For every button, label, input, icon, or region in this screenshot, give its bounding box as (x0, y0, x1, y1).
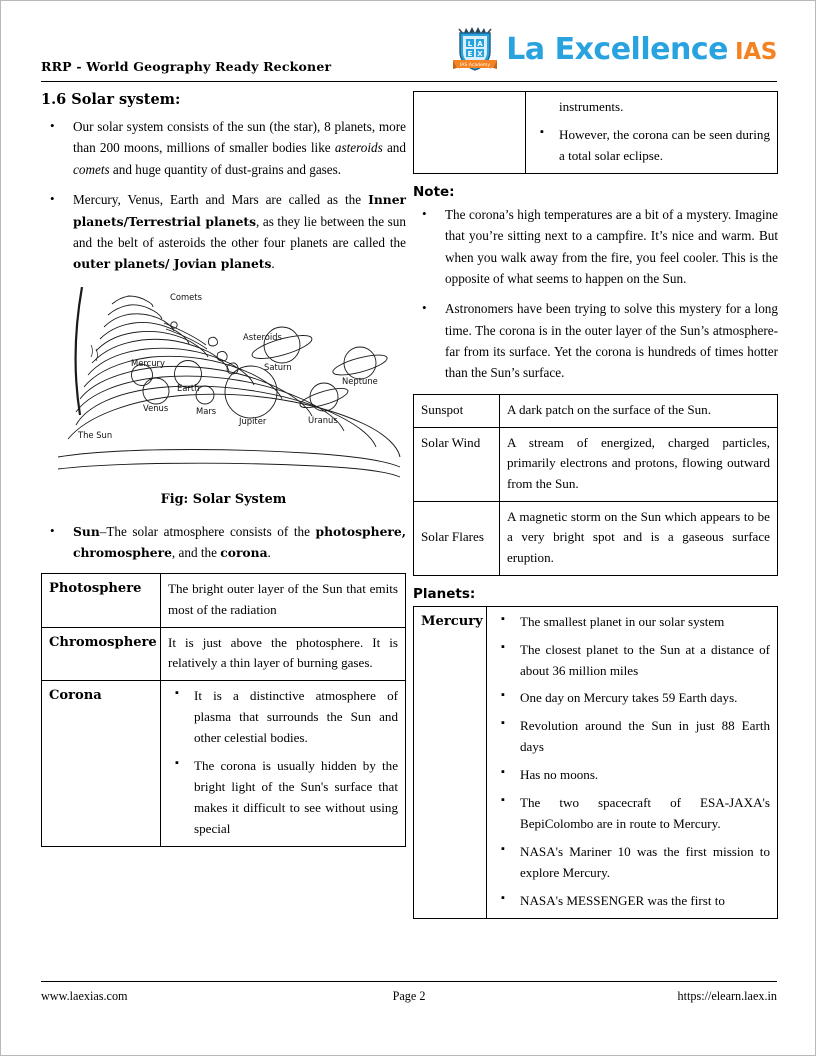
figure-label-sun: The Sun (78, 429, 113, 440)
figure-label-asteroids: Asteroids (243, 331, 282, 342)
svg-text:IAS Academy: IAS Academy (460, 63, 491, 68)
table-row (414, 606, 778, 918)
page-number: Page 2 (392, 989, 426, 1003)
header-title: RRP - World Geography Ready Reckoner (41, 59, 332, 74)
row-label: Sunspot (414, 394, 500, 427)
page-header (41, 23, 777, 81)
list-item: ▪ Revolution around the Sun in just 88 Earth days (494, 716, 770, 758)
figure-label-saturn: Saturn (264, 361, 292, 372)
figure-label-earth: Earth (177, 382, 200, 393)
list-item: • Astronomers have been trying to solve this mystery for a long time. The corona is in the outer layer of the Sun’s atmosphere-far from its surface. Yet the corona is hundreds of times hotter than the Sun’s surface. (413, 298, 778, 384)
logo-suffix: IAS (734, 39, 777, 65)
section-heading: 1.6 Solar system: (41, 91, 181, 108)
list-item: ▪ The smallest planet in our solar system (494, 612, 770, 633)
solar-terms-table (413, 394, 778, 576)
list-item: ▪ The corona is usually hidden by the bright light of the Sun's surface that makes it difficult to see without using special (168, 756, 398, 840)
row-label: Chromosphere (42, 627, 161, 680)
row-label: Mercury (414, 606, 487, 918)
list-item: ▪ One day on Mercury takes 59 Earth days. (494, 688, 770, 709)
row-label-empty (414, 92, 526, 174)
footer-divider (41, 981, 777, 982)
row-value: The bright outer layer of the Sun that emits most of the radiation (161, 574, 406, 627)
solar-system-figure (41, 287, 406, 507)
svg-text:L: L (468, 40, 473, 48)
cell-bullet-list (533, 125, 770, 167)
planets-heading: Planets: (413, 585, 476, 602)
row-value: A magnetic storm on the Sun which appears to be a very bright spot and is a gaseous surface eruption. (500, 501, 778, 575)
orphan-line: instruments. (559, 99, 624, 114)
note-bullet-list (413, 204, 778, 384)
figure-label-jupiter: Jupiter (239, 415, 267, 426)
table-row (42, 627, 406, 680)
bullet-rich-text: Our solar system consists of the sun (the star), 8 planets, more than 200 moons, millions of smaller bodies like asteroids and comets and huge quantity of dust-grains and gases. (73, 119, 406, 177)
row-label: Corona (42, 681, 161, 847)
corona-continuation-table (413, 91, 778, 174)
svg-text:X: X (477, 50, 483, 58)
row-label: Solar Flares (414, 501, 500, 575)
table-row (42, 574, 406, 627)
figure-label-comets: Comets (170, 291, 202, 302)
sun-bullet-list (41, 521, 406, 564)
footer-portal-link[interactable]: https://elearn.laex.in (677, 989, 777, 1003)
footer-website[interactable]: www.laexias.com (41, 989, 128, 1003)
figure-label-neptune: Neptune (342, 375, 378, 386)
row-value (161, 681, 406, 847)
svg-text:E: E (467, 50, 473, 58)
row-value (487, 606, 778, 918)
intro-bullet-list (41, 116, 406, 275)
list-item: ▪ The two spacecraft of ESA-JAXA's BepiColombo are in route to Mercury. (494, 793, 770, 835)
row-value: A dark patch on the surface of the Sun. (500, 394, 778, 427)
list-item: ▪ NASA's Mariner 10 was the first mission to explore Mercury. (494, 842, 770, 884)
table-row (414, 501, 778, 575)
svg-text:A: A (477, 40, 483, 48)
row-value: It is just above the photosphere. It is relatively a thin layer of burning gases. (161, 627, 406, 680)
table-row (414, 394, 778, 427)
right-column (413, 91, 778, 919)
row-label: Photosphere (42, 574, 161, 627)
cell-bullet-list (168, 686, 398, 840)
list-item: ▪ Has no moons. (494, 765, 770, 786)
list-item (41, 521, 406, 564)
table-row (414, 92, 778, 174)
page-footer (41, 981, 777, 1011)
planets-table (413, 606, 778, 919)
list-item (41, 116, 406, 180)
logo-wordmark: La Excellence (506, 32, 728, 67)
figure-label-uranus: Uranus (308, 414, 338, 425)
list-item (41, 189, 406, 275)
figure-label-venus: Venus (143, 402, 169, 413)
figure-label-mars: Mars (196, 405, 217, 416)
list-item: ▪ It is a distinctive atmosphere of plasma that surrounds the Sun and other celestial bodies. (168, 686, 398, 749)
brand-logo (450, 23, 777, 77)
left-column (41, 91, 406, 847)
list-item: ▪ NASA's MESSENGER was the first to (494, 891, 770, 912)
cell-bullet-list (494, 612, 770, 912)
figure-label-mercury: Mercury (131, 357, 165, 368)
solar-atmosphere-table (41, 573, 406, 846)
bullet-rich-text: Sun–The solar atmosphere consists of the photosphere, chromosphere, and the corona. (73, 523, 406, 560)
shield-icon (450, 24, 500, 76)
header-divider (41, 81, 777, 82)
table-row (42, 681, 406, 847)
list-item: ▪ The closest planet to the Sun at a distance of about 36 million miles (494, 640, 770, 682)
note-heading: Note: (413, 183, 455, 200)
bullet-rich-text: Mercury, Venus, Earth and Mars are called as the Inner planets/Terrestrial planets, as they lie between the sun and the belt of asteroids the other four planets are called the outer planets/ Jovian planets. (73, 192, 406, 272)
row-label: Solar Wind (414, 427, 500, 501)
table-row (414, 427, 778, 501)
list-item: ▪ However, the corona can be seen during a total solar eclipse. (533, 125, 770, 167)
figure-caption: Fig: Solar System (160, 491, 287, 507)
row-value (526, 92, 778, 174)
row-value: A stream of energized, charged particles, primarily electrons and protons, flowing outward from the Sun. (500, 427, 778, 501)
list-item: • The corona’s high temperatures are a bit of a mystery. Imagine that you’re sitting next to a campfire. It’s nice and warm. But when you walk away from the fire, you feel cooler. This is the opposite of what seems to happen on the Sun. (413, 204, 778, 290)
